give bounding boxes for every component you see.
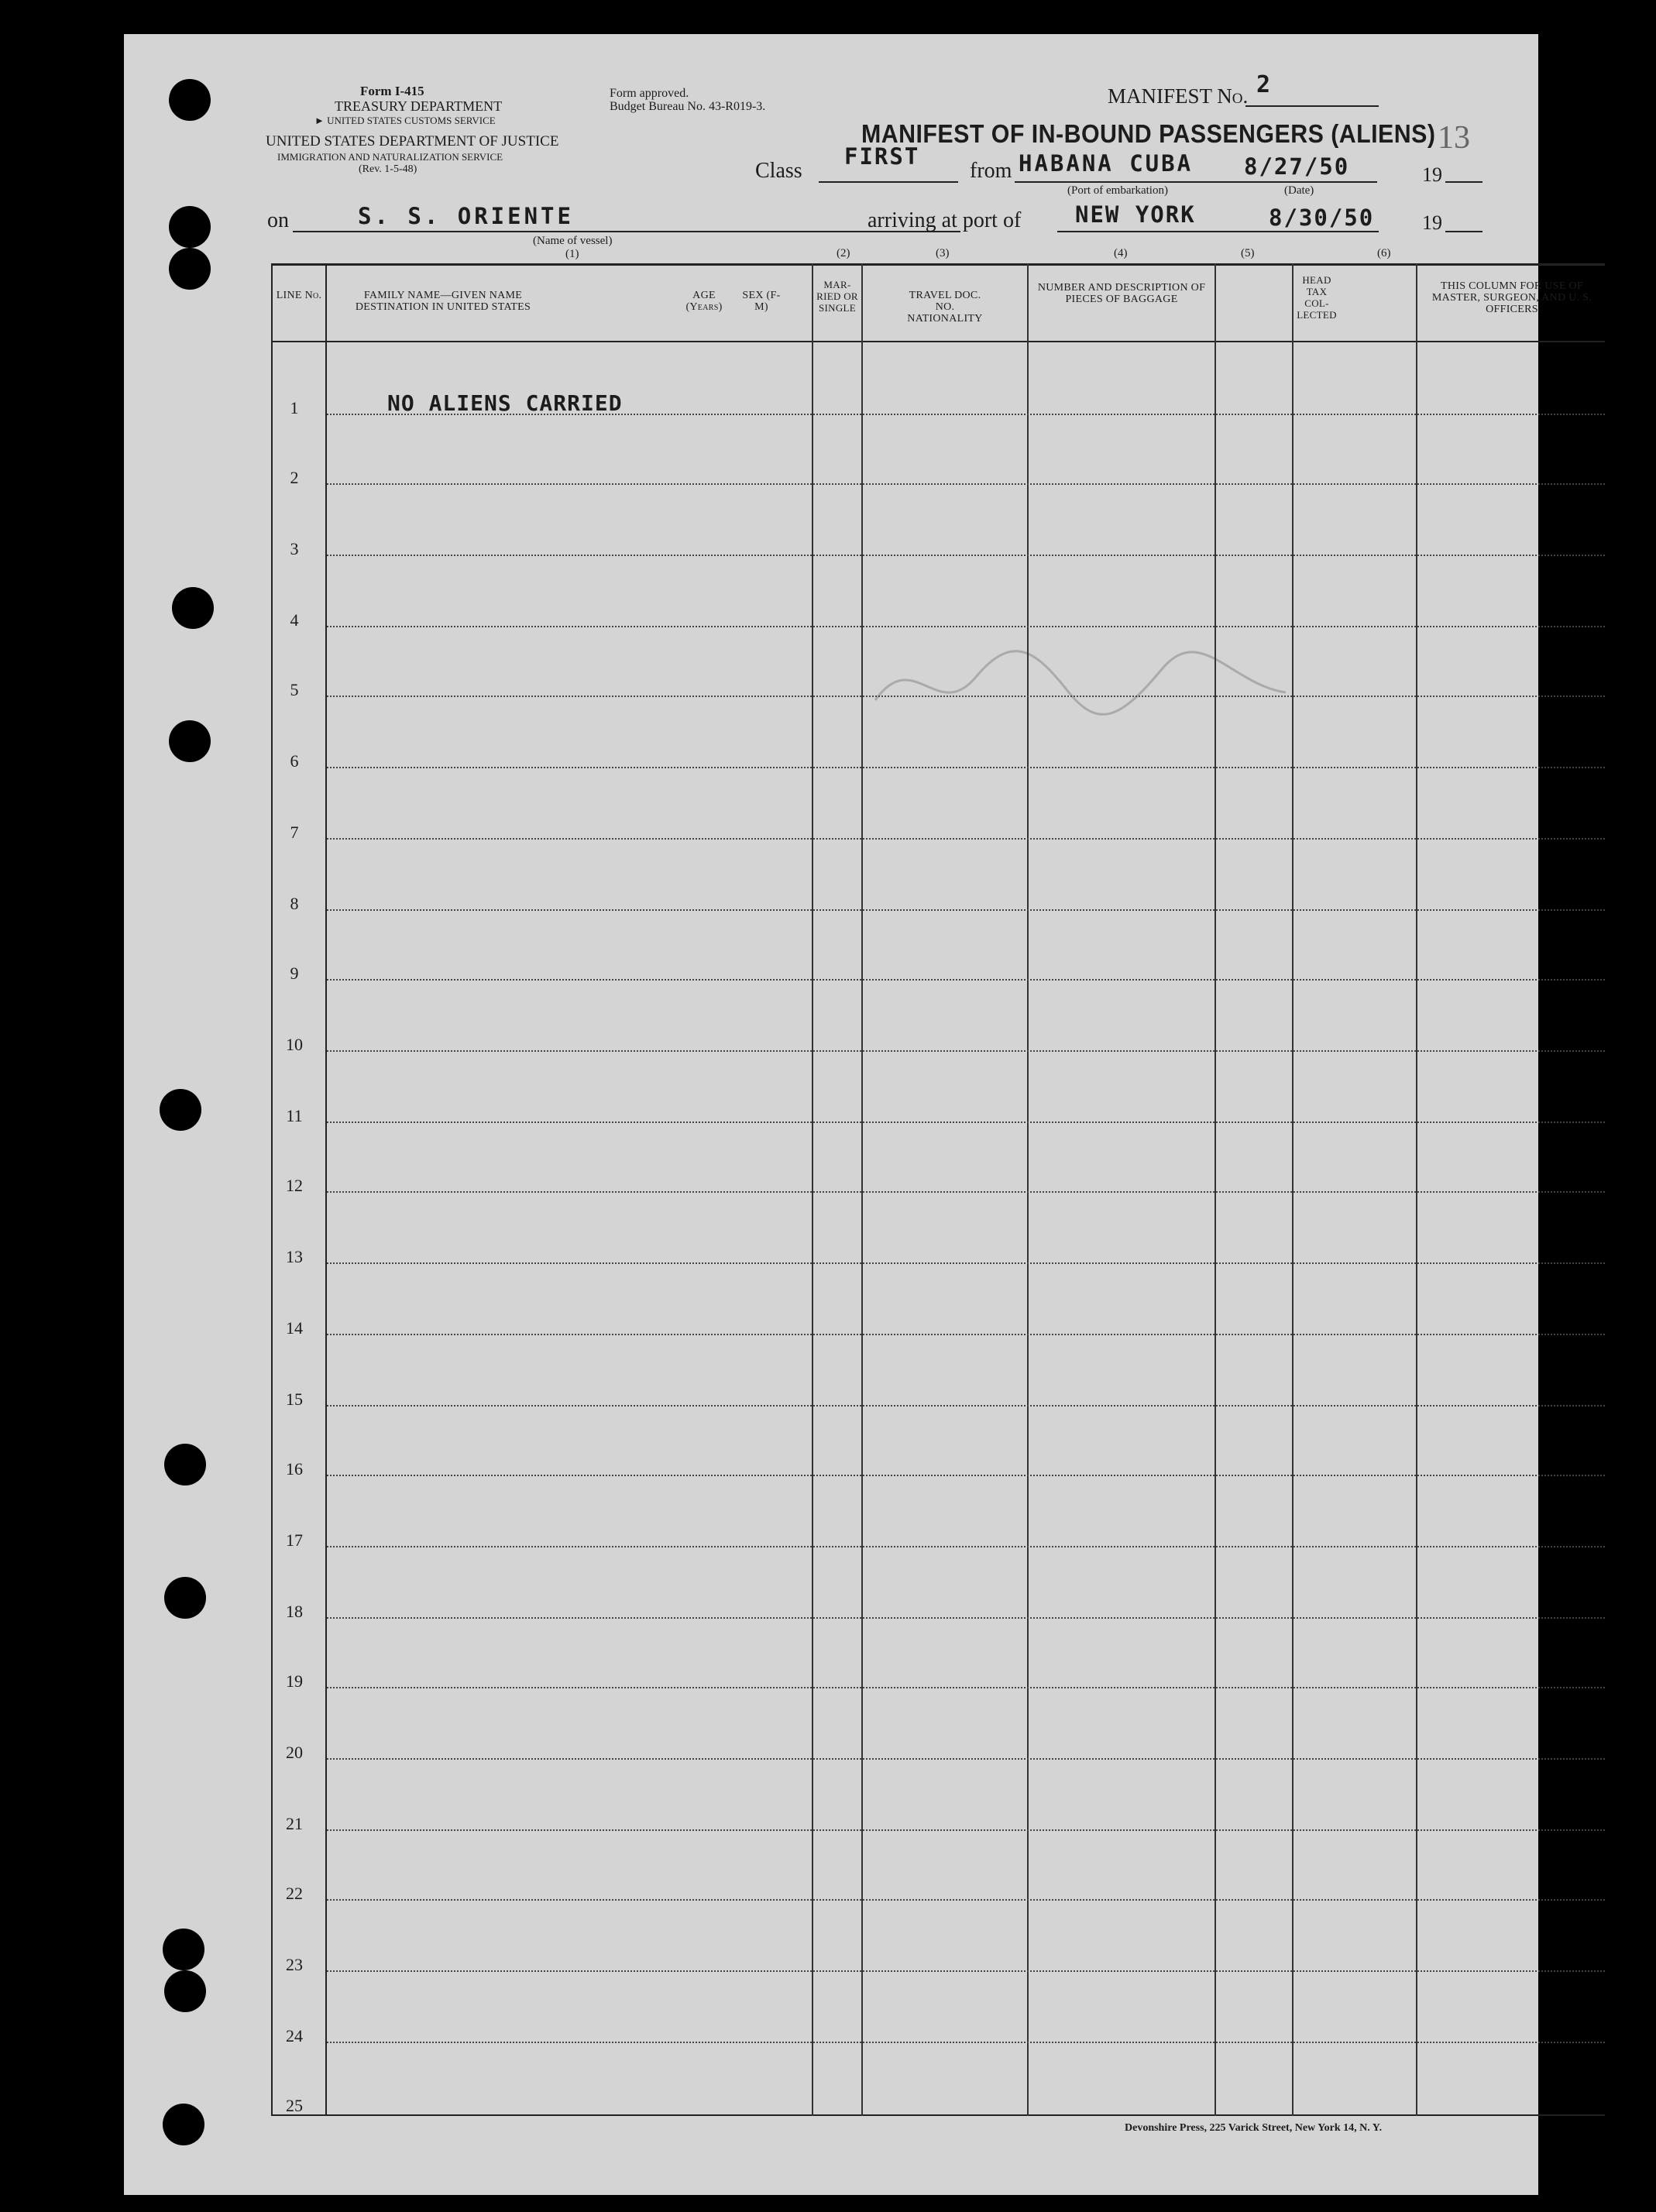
row-number: 10 <box>286 1035 303 1054</box>
col-header-married: MAR-RIED OR SINGLE <box>816 279 858 314</box>
row-number: 24 <box>286 2026 303 2045</box>
row-number: 8 <box>290 894 299 913</box>
row-line <box>327 1546 1605 1547</box>
row-number: 12 <box>286 1176 303 1195</box>
on-label: on <box>267 208 289 232</box>
row-number: 7 <box>290 823 299 842</box>
manifest-no-line <box>1245 105 1379 107</box>
ins-service: IMMIGRATION AND NATURALIZATION SERVICE <box>277 151 503 163</box>
year1-line <box>1445 181 1482 183</box>
row-number: 22 <box>286 1884 303 1903</box>
class-label: Class <box>755 159 802 183</box>
col-header-officers: THIS COLUMN FOR USE OF MASTER, SURGEON, AND U. S. OFFICERS <box>1431 280 1592 315</box>
vessel-name: S. S. ORIENTE <box>358 203 574 229</box>
row-line <box>327 838 1605 840</box>
col-header-travel: TRAVEL DOC. NO. NATIONALITY <box>907 290 983 325</box>
row-number: 17 <box>286 1530 303 1550</box>
row-line <box>327 1687 1605 1688</box>
table-frame-top <box>271 263 1605 266</box>
treasury-dept: TREASURY DEPARTMENT <box>335 98 503 114</box>
punch-hole <box>164 1970 206 2012</box>
year-prefix-2: 19 <box>1422 211 1442 234</box>
row-line <box>327 1617 1605 1619</box>
customs-service: ► UNITED STATES CUSTOMS SERVICE <box>314 115 496 126</box>
row-number: 4 <box>290 610 299 630</box>
manifest-no-value: 2 <box>1256 71 1273 98</box>
form-revision: (Rev. 1-5-48) <box>359 163 417 175</box>
vessel-line <box>293 231 960 232</box>
row-line <box>327 696 1605 697</box>
row-number: 11 <box>286 1106 303 1125</box>
row-number: 19 <box>286 1671 303 1691</box>
row-number: 18 <box>286 1602 303 1621</box>
row-line <box>327 1970 1605 1972</box>
colnum-6: (6) <box>1377 247 1391 259</box>
year2-line <box>1445 231 1482 232</box>
printer-imprint: Devonshire Press, 225 Varick Street, New York 14, N. Y. <box>1125 2122 1383 2134</box>
manifest-no-label: MANIFEST No. <box>1108 84 1249 108</box>
arrival-port: NEW YORK <box>1075 201 1196 228</box>
row-line <box>327 1262 1605 1264</box>
row-line <box>327 1899 1605 1901</box>
row-line <box>327 626 1605 627</box>
row-line <box>327 555 1605 556</box>
table-header-bottom <box>271 341 1605 342</box>
year-prefix: 19 <box>1422 163 1442 186</box>
punch-hole <box>164 1444 206 1486</box>
date1-line <box>1233 181 1377 183</box>
col-divider <box>1292 263 1294 2116</box>
date-caption: (Date) <box>1284 184 1314 197</box>
row-line <box>327 1758 1605 1760</box>
row-number: 2 <box>290 468 299 487</box>
row-number: 9 <box>290 963 299 983</box>
form-number: Form I-415 <box>360 84 424 98</box>
punch-hole <box>169 206 211 248</box>
justice-dept: UNITED STATES DEPARTMENT OF JUSTICE <box>266 133 559 149</box>
colnum-3: (3) <box>936 247 950 259</box>
vessel-caption: (Name of vessel) <box>533 235 613 247</box>
vessel-colnum: (1) <box>565 248 579 260</box>
port-line <box>1057 231 1379 232</box>
col-divider <box>1416 263 1417 2116</box>
row-line <box>327 909 1605 911</box>
col-header-baggage: NUMBER AND DESCRIPTION OF PIECES OF BAGGAGE <box>1037 282 1206 305</box>
class-line <box>819 181 958 183</box>
table-line-col <box>325 263 327 2116</box>
row-line <box>327 1475 1605 1476</box>
row-number: 14 <box>286 1318 303 1338</box>
row-number: 6 <box>290 751 299 771</box>
embarkation-caption: (Port of embarkation) <box>1067 184 1168 197</box>
no-aliens-entry: NO ALIENS CARRIED <box>387 390 623 416</box>
punch-hole <box>172 587 214 629</box>
col-divider <box>1027 263 1029 2116</box>
punch-hole <box>164 1577 206 1619</box>
from-value: HABANA CUBA <box>1019 150 1194 177</box>
colnum-4: (4) <box>1114 247 1128 259</box>
from-label: from <box>970 159 1012 183</box>
arriving-label: arriving at port of <box>868 208 1022 232</box>
col-header-sex: SEX (F-M) <box>742 290 781 313</box>
row-number: 20 <box>286 1743 303 1762</box>
colnum-5: (5) <box>1241 247 1255 259</box>
manifest-title: MANIFEST OF IN-BOUND PASSENGERS (ALIENS) <box>861 119 1436 148</box>
row-number: 23 <box>286 1955 303 1974</box>
page-number: 13 <box>1438 120 1470 156</box>
form-approved: Form approved. <box>610 87 689 100</box>
table-frame-left <box>271 263 273 2116</box>
departure-date: 8/27/50 <box>1244 153 1350 180</box>
col-header-line: LINE No. <box>276 290 322 301</box>
row-line <box>327 1121 1605 1123</box>
budget-bureau: Budget Bureau No. 43-R019-3. <box>610 100 766 113</box>
row-number: 21 <box>286 1814 303 1833</box>
punch-hole <box>169 79 211 121</box>
row-number: 25 <box>286 2096 303 2115</box>
row-line <box>327 483 1605 485</box>
punch-hole <box>163 1929 204 1970</box>
col-header-age: AGE (Years) <box>685 290 723 313</box>
punch-hole <box>160 1089 201 1131</box>
row-line <box>327 767 1605 768</box>
row-number: 13 <box>286 1247 303 1266</box>
bleed-through-signature <box>868 638 1301 731</box>
row-number: 1 <box>290 398 299 417</box>
col-header-headtax: HEAD TAX COL-LECTED <box>1297 274 1337 321</box>
row-line <box>327 979 1605 981</box>
row-line <box>327 1191 1605 1193</box>
row-line <box>327 1334 1605 1335</box>
row-number: 15 <box>286 1389 303 1409</box>
colnum-2: (2) <box>837 247 850 259</box>
row-number: 5 <box>290 680 299 699</box>
col-divider <box>812 263 813 2116</box>
class-value: FIRST <box>844 143 920 170</box>
manifest-sheet <box>124 34 1592 2195</box>
punch-hole <box>163 2104 204 2145</box>
arrival-date: 8/30/50 <box>1269 204 1375 231</box>
row-number: 16 <box>286 1459 303 1479</box>
row-number: 3 <box>290 539 299 558</box>
col-divider <box>861 263 863 2116</box>
row-line <box>327 2042 1605 2043</box>
punch-hole <box>169 720 211 762</box>
punch-hole <box>169 248 211 290</box>
row-line <box>327 1405 1605 1407</box>
table-frame-bottom <box>271 2114 1605 2116</box>
row-line <box>327 1829 1605 1831</box>
col-divider <box>1215 263 1216 2116</box>
col-header-name: FAMILY NAME—GIVEN NAME DESTINATION IN UNITED STATES <box>355 290 531 313</box>
row-line <box>327 1050 1605 1052</box>
